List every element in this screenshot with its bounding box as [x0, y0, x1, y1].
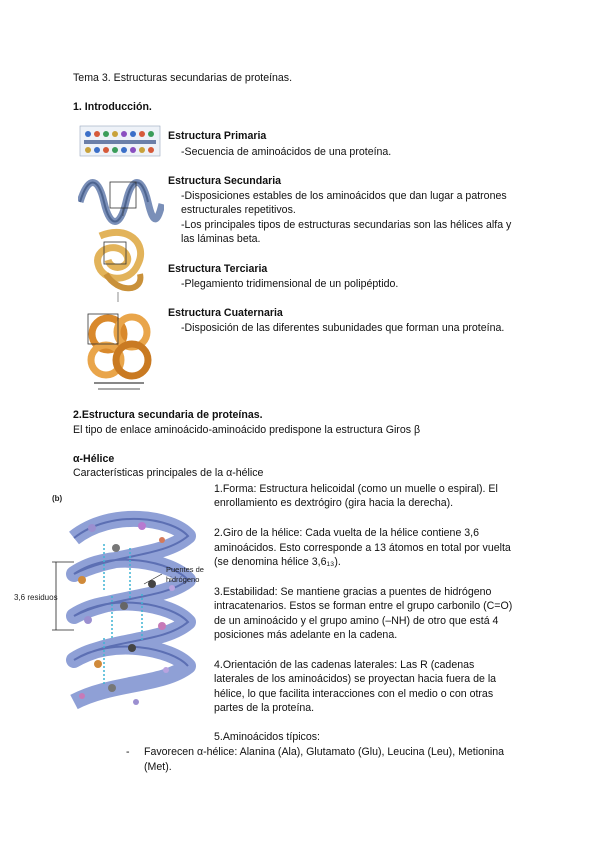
point-4-line: partes de la proteína. [214, 702, 315, 714]
alpha-helix-heading: α-Hélice [73, 453, 115, 465]
point-3-line: de un aminoácido y el grupo amino (–NH) de otro que está 4 [214, 615, 499, 627]
residues-label: 3,6 residuos [14, 593, 58, 602]
point-1-line: enrollamiento es dextrógiro (gira hacia la derecha). [214, 497, 454, 509]
document-title: Tema 3. Estructuras secundarias de proteínas. [73, 72, 293, 84]
point-3-line: posiciones más adelante en la cadena. [214, 629, 398, 641]
bullet-line: Favorecen α-hélice: Alanina (Ala), Glutamato (Glu), Leucina (Leu), Metionina [144, 746, 505, 758]
quaternary-heading: Estructura Cuaternaria [168, 307, 283, 319]
hydrogen-bridges-label-line1: Puentes de [166, 565, 204, 574]
section-2-heading: 2.Estructura secundaria de proteínas. [73, 409, 263, 421]
secondary-line: -Los principales tipos de estructuras secundarias son las hélices alfa y [181, 219, 512, 231]
section-2-text: El tipo de enlace aminoácido-aminoácido predispone la estructura Giros β [73, 424, 421, 436]
primary-heading: Estructura Primaria [168, 130, 267, 142]
figure-panel-label: (b) [52, 494, 63, 503]
tertiary-heading: Estructura Terciaria [168, 263, 268, 275]
alpha-helix-subheading: Características principales de la α-hélice [73, 467, 264, 479]
tertiary-structure-fold [98, 232, 141, 302]
point-4-line: 4.Orientación de las cadenas laterales: Las R (cadenas [214, 659, 475, 671]
quaternary-structure-complex [88, 314, 148, 390]
point-3-line: 3.Estabilidad: Se mantiene gracias a puentes de hidrógeno [214, 586, 492, 598]
secondary-line: -Disposiciones estables de los aminoácidos que dan lugar a patrones [181, 190, 507, 202]
tertiary-line: -Plegamiento tridimensional de un polipéptido. [181, 278, 399, 290]
point-4-line: hélice, lo que facilita interacciones con el medio o con otras [214, 688, 494, 700]
point-2-line: aminoácidos. Esto corresponde a 13 átomos en total por vuelta [214, 542, 511, 554]
primary-line: -Secuencia de aminoácidos de una proteína. [181, 146, 392, 158]
secondary-line: estructurales repetitivos. [181, 204, 296, 216]
bullet-marker: - [126, 746, 130, 758]
bullet-line: (Met). [144, 761, 172, 773]
primary-structure-beads [80, 126, 160, 156]
section-1-heading: 1. Introducción. [73, 101, 152, 113]
point-2-line: 2.Giro de la hélice: Cada vuelta de la hélice contiene 3,6 [214, 527, 480, 539]
protein-structure-levels-figure [78, 124, 164, 398]
point-3-line: intracatenarios. Estos se forman entre el grupo carbonilo (C=O) [214, 600, 513, 612]
helix-ribbon [74, 519, 188, 702]
point-1-line: 1.Forma: Estructura helicoidal (como un muelle o espiral). El [214, 483, 498, 495]
point-5-line: 5.Aminoácidos típicos: [214, 731, 320, 743]
secondary-structure-helix [80, 182, 162, 222]
secondary-heading: Estructura Secundaria [168, 175, 282, 187]
quaternary-line: -Disposición de las diferentes subunidades que forman una proteína. [181, 322, 505, 334]
point-4-line: laterales de los aminoácidos) se proyectan hacia fuera de la [214, 673, 497, 685]
point-2-line: (se denomina hélice 3,6₁₃). [214, 556, 341, 568]
secondary-line: las láminas beta. [181, 233, 261, 245]
hydrogen-bridges-label-line2: hidrógeno [166, 575, 200, 584]
alpha-helix-figure [12, 488, 208, 728]
